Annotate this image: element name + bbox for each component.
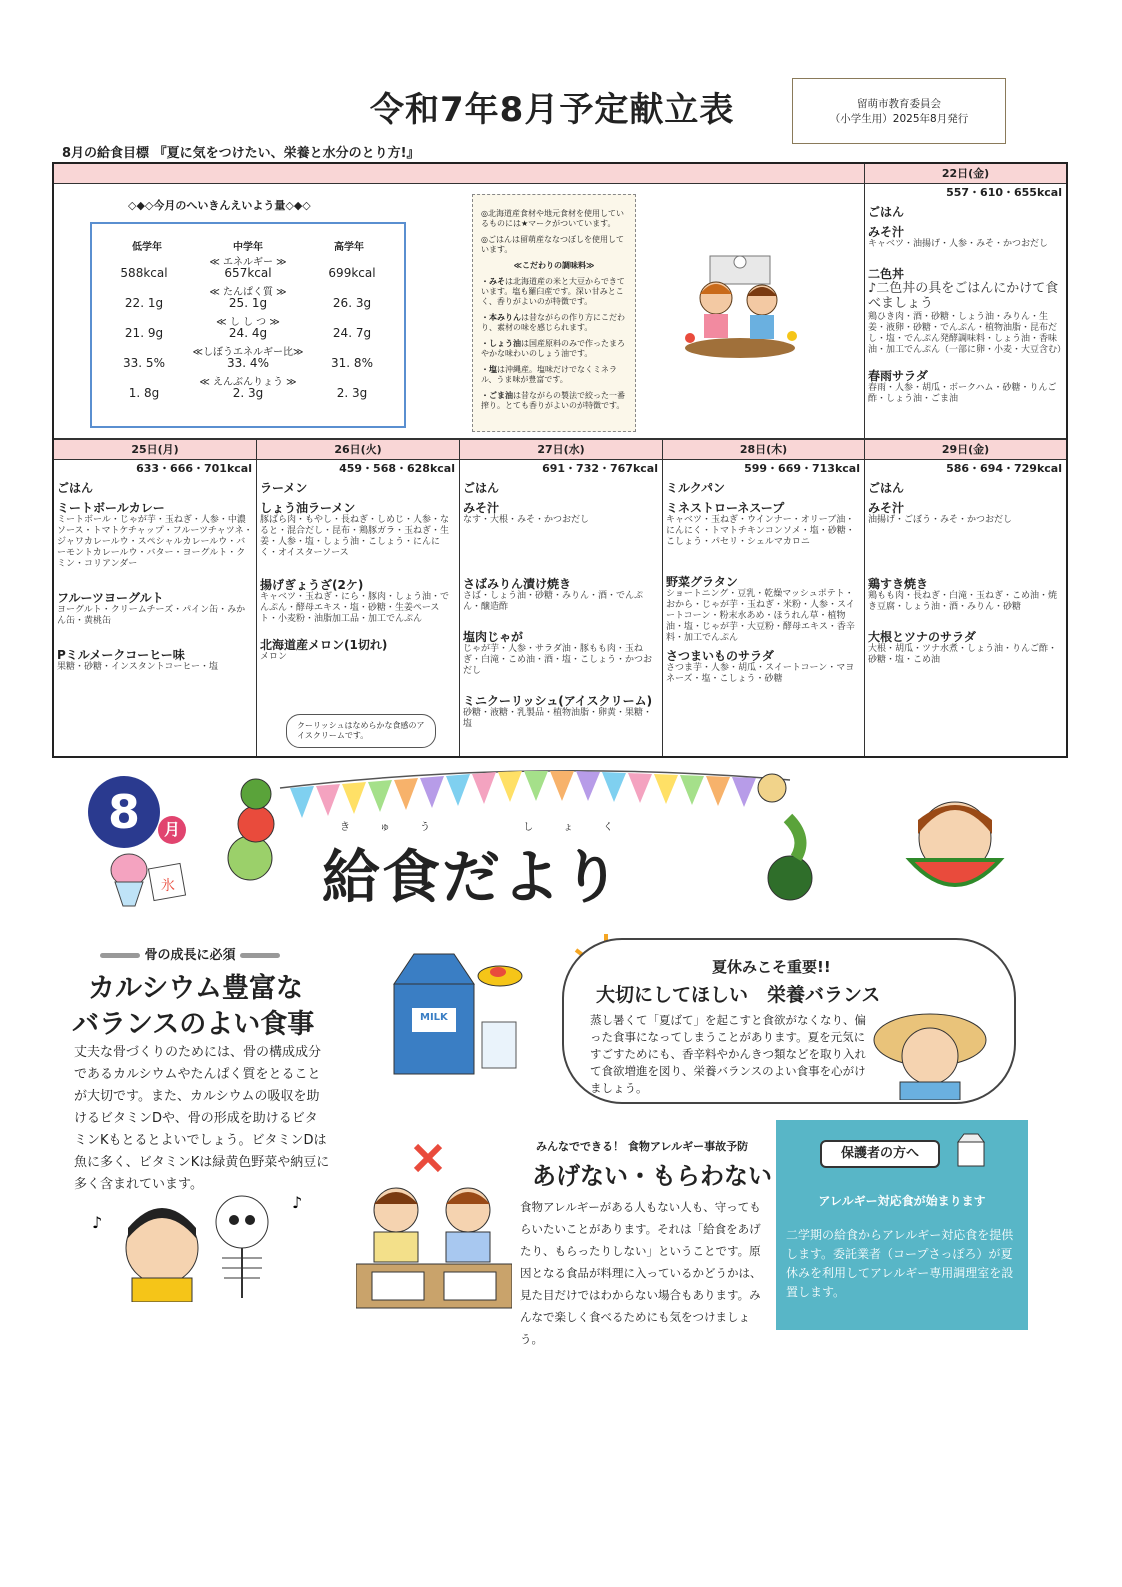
nutrient-value: 21. 9g: [124, 326, 164, 340]
calcium-tag-text: 骨の成長に必須: [144, 948, 236, 963]
dish-ingredients: キャベツ・玉ねぎ・にら・豚肉・しょう油・でんぷん・酵母エキス・塩・砂糖・生姜ペースト・小麦粉・油脂加工品・加工でんぷん: [260, 592, 450, 624]
girl-sunhat-illustration: [870, 1000, 990, 1100]
dish-ingredients: ヨーグルト・クリームチーズ・パイン缶・みかん缶・黄桃缶: [57, 605, 246, 626]
dish-name: さつまいものサラダ: [666, 649, 774, 663]
day-cell-26: [257, 440, 459, 756]
nutrition-box: [90, 222, 406, 428]
note-text: は昔ながらの製法で絞った一番搾り。とても香りがよいのが特徴です。: [481, 391, 625, 410]
parents-box: [776, 1120, 1028, 1330]
nutrient-value: 588kcal: [120, 266, 168, 280]
nutrient-label: ≪ エネルギー ≫: [209, 257, 287, 268]
note-item: [481, 365, 627, 385]
dish-ingredients: メロン: [260, 652, 288, 662]
parents-tag: 保護者の方へ: [820, 1140, 940, 1168]
nutrient-value: 24. 7g: [332, 326, 372, 340]
issuer-box: [792, 78, 1006, 144]
nutrient-value: 24. 4g: [228, 326, 268, 340]
parents-heading: アレルギー対応食が始まります: [818, 1194, 986, 1208]
nutrient-value: 26. 3g: [332, 296, 372, 310]
month-char: 月: [158, 816, 186, 844]
kururi-speech-bubble: クーリッシュはなめらかな食感のアイスクリームです。: [286, 714, 436, 748]
day-header: 25日(月): [54, 440, 256, 460]
bone-icon: [100, 953, 140, 958]
dish-ingredients: なす・大根・みそ・かつおだし: [463, 515, 590, 525]
dish-name: みそ汁: [868, 225, 905, 239]
day-cell-22: [865, 164, 1066, 438]
grade-label: 高学年: [334, 242, 364, 253]
allergy-subheading: みんなでできる！ 食物アレルギー事故予防: [536, 1140, 749, 1153]
dish-name: 北海道産メロン(1切れ): [260, 638, 388, 652]
note-text: は国産原料のみで作ったまろやかな味わいのしょう油です。: [481, 339, 625, 358]
day-header: 27日(水): [460, 440, 662, 460]
allergy-body: 食物アレルギーがある人もない人も、守ってもらいたいことがあります。それは「給食をあげたり、もらったりしない」ということです。原因となる食品が料理に入っているかどうかは、見た目だけではわからない場合もあります。みんなで楽しく食べるためにも気をつけましょう。: [520, 1200, 762, 1346]
nutrient-label: ≪ えんぶんりょう ≫: [199, 377, 297, 388]
note-heading: ≪こだわりの調味料≫: [513, 261, 595, 270]
top-band: [54, 164, 864, 184]
dish-name: 塩肉じゃが: [463, 630, 524, 644]
allergy-heading: あげない・もらわない: [532, 1162, 772, 1190]
note-item: [481, 339, 627, 359]
dish-name: ミートボールカレー: [57, 501, 165, 515]
dish-ingredients: 果糖・砂糖・インスタントコーヒー・塩: [57, 662, 219, 672]
day-header: 26日(火): [257, 440, 459, 460]
note-item: [481, 313, 627, 333]
nutrient-value: 22. 1g: [124, 296, 164, 310]
dish-name: 春雨サラダ: [868, 369, 928, 383]
note-key: ・塩: [481, 365, 497, 374]
day-header: 28日(木): [663, 440, 864, 460]
calcium-body: 丈夫な骨づくりのためには、骨の構成成分であるカルシウムやたんぱく質をとることが大切です。また、カルシウムの吸収を助けるビタミンDや、骨の形成を助けるビタミンKもとるとよいでしょう。ビタミンDは魚に多く、ビタミンKは緑黄色野菜や納豆に多く含まれています。: [74, 1045, 330, 1192]
dish-ingredients: じゃが芋・人参・サラダ油・豚もも肉・玉ねぎ・白滝・こめ油・酒・塩・こしょう・かつおだし: [463, 644, 653, 676]
day-cell-28: [663, 440, 864, 756]
dish-ingredients: 鶏ひき肉・酒・砂糖・しょう油・みりん・生姜・液卵・砂糖・でんぷん・植物油脂・昆布だし・塩・でんぷん発酵調味料・しょう油・香味油・加工でんぷん（一部に卵・小麦・大豆含む）: [868, 312, 1067, 355]
note-key: ・みそ: [481, 277, 505, 286]
nutrient-value: 33. 5%: [123, 356, 165, 370]
grade-label: 中学年: [233, 242, 263, 253]
month-number: 8: [107, 785, 140, 839]
seasoning-notes: [472, 194, 636, 432]
dish-name: 鶏すき焼き: [868, 577, 929, 591]
dish-name: ミニクーリッシュ(アイスクリーム): [463, 694, 653, 708]
note-key: ・しょう油: [481, 339, 521, 348]
kids-eating-illustration: [356, 1140, 512, 1310]
ruby-kyu: きゅう: [340, 822, 460, 833]
banner-title: 給食だより: [322, 843, 623, 911]
dish-name: 二色丼: [868, 267, 905, 281]
note-key: ・本みりん: [481, 313, 521, 322]
ruby-shoku: しょく: [523, 822, 644, 833]
nutrient-value: 657kcal: [224, 266, 272, 280]
milk-carton-icon: [952, 1130, 992, 1170]
page-title: 令和7年8月予定献立表: [370, 90, 735, 130]
day-cell-25: [54, 440, 256, 756]
month-circle: [88, 776, 160, 848]
nutrient-values: [92, 386, 404, 400]
issuer-edition: （小学生用）2025年8月発行: [829, 113, 969, 125]
nutrient-value: 2. 3g: [336, 386, 368, 400]
parents-body: 二学期の給食からアレルギー対応食を提供します。委託業者（コープさっぽろ）が夏休みを利用してアレルギー専用調理室を設置します。: [786, 1228, 1014, 1299]
summer-body: 蒸し暑くて「夏ばて」を起こすと食欲がなくなり、偏った食事になってしまうことがあります。夏を元気にすごすためにも、香辛料やかんきつ類などを取り入れて食欲増進を図り、栄養バランスのよい食事を心がけましょう。: [590, 1013, 866, 1095]
calcium-heading-1: カルシウム豊富な: [88, 973, 304, 1004]
day-kcal: 586・694・729kcal: [946, 462, 1062, 475]
nutrient-values: [92, 266, 404, 280]
dish-name: フルーツヨーグルト: [57, 591, 164, 605]
dish-ingredients: キャベツ・玉ねぎ・ウインナー・オリーブ油・にんにく・トマトチキンコンソメ・塩・砂糖・こしょう・パセリ・シェルマカロニ: [666, 515, 855, 547]
dish-ingredients: 鶏もも肉・長ねぎ・白滝・玉ねぎ・こめ油・焼き豆腐・しょう油・酒・みりん・砂糖: [868, 591, 1058, 612]
nutrient-value: 25. 1g: [228, 296, 268, 310]
nutrient-label: ≪ し し つ ≫: [216, 317, 280, 328]
dish-name: ごはん: [57, 481, 94, 495]
dish-name: ごはん: [868, 481, 905, 495]
summer-heading: 大切にしてほしい 栄養バランス: [596, 984, 881, 1006]
milk-carton-illustration: [384, 944, 534, 1078]
day-kcal: 557・610・655kcal: [946, 186, 1062, 199]
dish-name: ラーメン: [260, 481, 308, 495]
dish-name: 大根とツナのサラダ: [868, 630, 976, 644]
boy-skeleton-illustration: [92, 1188, 312, 1302]
nutrient-value: 699kcal: [328, 266, 376, 280]
calcium-heading-2: バランスのよい食事: [72, 1009, 315, 1040]
note-text: は北海道産の米と大豆からできています。塩も羅臼産です。深い甘みとこく、香りがよいのが特徴です。: [481, 277, 625, 306]
day-kcal: 599・669・713kcal: [744, 462, 860, 475]
nutrient-label: ≪ たんぱく質 ≫: [209, 287, 287, 298]
nutrient-value: 1. 8g: [128, 386, 160, 400]
day-header: 29日(金): [865, 440, 1066, 460]
day-kcal: 459・568・628kcal: [339, 462, 455, 475]
note-text: ◎ごはんは留萌産ななつぼしを使用しています。: [481, 235, 624, 254]
dish-name: ごはん: [463, 481, 500, 495]
nutrient-value: 2. 3g: [232, 386, 264, 400]
day-kcal: 633・666・701kcal: [136, 462, 252, 475]
day-header: 22日(金): [865, 164, 1066, 184]
summer-subheading: 夏休みこそ重要!!: [712, 958, 831, 976]
note-text: は沖縄産。塩味だけでなくミネラル、うま味が豊富です。: [481, 365, 617, 384]
dish-ingredients: 砂糖・液糖・乳製品・植物油脂・卵黄・果糖・塩: [463, 708, 653, 729]
grade-row: [92, 238, 404, 253]
dish-ingredients: さば・しょう油・砂糖・みりん・酒・でんぷん・醸造酢: [463, 591, 644, 612]
dish-name: みそ汁: [868, 501, 905, 515]
day-kcal: 691・732・767kcal: [542, 462, 658, 475]
dish-ingredients: 豚ばら肉・もやし・長ねぎ・しめじ・人参・なると・混合だし・昆布・鶏豚ガラ・玉ねぎ・生姜・人参・塩・しょう油・こしょう・にんにく・オイスターソース: [260, 515, 450, 558]
nutrient-values: [92, 326, 404, 340]
note-item: [481, 277, 627, 307]
nutrition-title: ◇◆◇今月のへいきんえいよう量◇◆◇: [128, 199, 311, 212]
dish-name: さばみりん漬け焼き: [463, 577, 572, 591]
shaved-ice-icon: [105, 846, 191, 916]
nutrient-value: 33. 4%: [227, 356, 269, 370]
dish-ingredients: 大根・胡瓜・ツナ水煮・しょう油・りんご酢・砂糖・塩・こめ油: [868, 644, 1058, 665]
dish-ingredients: キャベツ・油揚げ・人参・みそ・かつおだし: [868, 239, 1049, 249]
school-kids-illustration: [680, 248, 800, 360]
dish-name: 野菜グラタン: [666, 575, 738, 589]
note-key: ・ごま油: [481, 391, 513, 400]
nutrient-values: [92, 356, 404, 370]
nutrient-label: ≪しぼうエネルギー比≫: [192, 347, 304, 358]
bone-icon: [240, 953, 280, 958]
day-cell-29: [865, 440, 1066, 756]
svg-text:♪: ♪: [92, 1213, 103, 1232]
dish-name: ごはん: [868, 205, 905, 219]
dish-name: ミルクパン: [666, 481, 726, 495]
dish-note: ♪二色丼の具をごはんにかけて食べましょう: [868, 281, 1059, 311]
note-text: は昔ながらの作り方にこだわり、素材の味を感じられます。: [481, 313, 625, 332]
dish-name: みそ汁: [463, 501, 500, 515]
dish-ingredients: ショートニング・豆乳・乾燥マッシュポテト・おから・じゃが芋・玉ねぎ・米粉・人参・スイートコーン・粉末水あめ・ほうれん草・植物油・塩・じゃが芋・大豆粉・酵母エキス・香辛料・加工でんぷん: [666, 589, 855, 643]
dish-ingredients: 油揚げ・ごぼう・みそ・かつおだし: [868, 515, 1013, 525]
svg-text:♪: ♪: [292, 1193, 303, 1212]
nutrient-values: [92, 296, 404, 310]
day-cell-27: [460, 440, 662, 756]
dish-name: Pミルメークコーヒー味: [57, 648, 185, 662]
calcium-tag: [100, 944, 280, 963]
dish-name: 揚げぎょうざ(2ケ): [260, 578, 364, 592]
svg-text:氷: 氷: [161, 878, 175, 894]
milk-label: MILK: [420, 1012, 448, 1023]
dish-ingredients: さつま芋・人参・胡瓜・スイートコーン・マヨネーズ・塩・こしょう・砂糖: [666, 663, 855, 684]
issuer-name: 留萌市教育委員会: [857, 98, 941, 110]
dish-ingredients: ミートボール・じゃが芋・玉ねぎ・人参・中濃ソース・トマトケチャップ・フルーツチャツネ・ジャワカレールウ・スペシャルカレールウ・バーモントカレールウ・バター・ヨーグルト・クミン・コリアンダー: [57, 515, 253, 569]
note-item: [481, 391, 627, 411]
dish-name: ミネストローネスープ: [666, 501, 785, 515]
girl-watermelon-illustration: [900, 790, 1010, 900]
grade-label: 低学年: [132, 242, 162, 253]
monthly-goal: 8月の給食目標 『夏に気をつけたい、栄養と水分のとり方!』: [62, 146, 420, 161]
dish-name: しょう油ラーメン: [260, 501, 356, 515]
nutrient-value: 31. 8%: [331, 356, 373, 370]
note-text: ◎北海道産食材や地元食材を使用しているものには★マークがついています。: [481, 209, 624, 228]
dish-ingredients: 春雨・人参・胡瓜・ボークハム・砂糖・りんご酢・しょう油・ごま油: [868, 383, 1057, 404]
